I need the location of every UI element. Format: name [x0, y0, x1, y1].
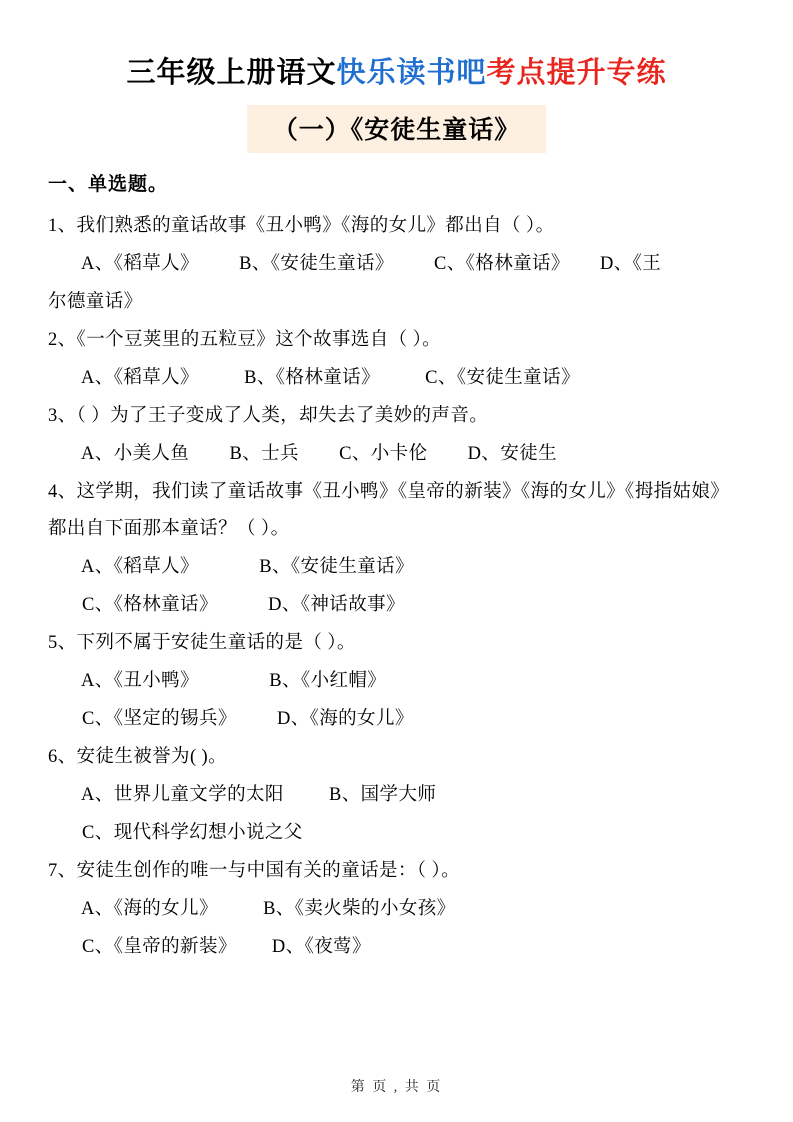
question-option-line: A、《稻草人》 B、《安徒生童话》	[72, 556, 414, 577]
question-option-line: A、《稻草人》 B、《格林童话》 C、《安徒生童话》	[72, 368, 580, 389]
title-segment-grade: 三年级上册语文	[126, 57, 337, 89]
question-stem: 7、安徒生创作的唯一与中国有关的童话是：（ ）。	[48, 861, 460, 882]
question-stem: 3、（ ）为了王子变成了人类，却失去了美妙的声音。	[48, 406, 489, 427]
subtitle-container	[48, 105, 745, 153]
question-stem: 5、下列不属于安徒生童话的是（ ）。	[48, 632, 356, 653]
question-stem: 1、我们熟悉的童话故事《丑小鸭》《海的女儿》都出自（ ）。	[48, 216, 555, 236]
page-title	[48, 50, 745, 91]
question-stem: 4、这学期，我们读了童话故事《丑小鸭》《皇帝的新装》《海的女儿》《拇指姑娘》都出自下面那本童话？（ ）。	[48, 482, 730, 539]
question-option-line: 尔德童话》	[48, 292, 143, 313]
question-option-line: A、《丑小鸭》 B、《小红帽》	[72, 670, 387, 691]
section-heading: 一、单选题。	[48, 174, 169, 195]
question-option-line: A、《海的女儿》 B、《卖火柴的小女孩》	[72, 899, 456, 920]
page-footer: 第 页 , 共 页	[350, 1080, 443, 1095]
title-segment-topic: 快乐读书吧	[336, 57, 487, 89]
question-item	[48, 853, 745, 965]
question-option-line: C、《坚定的锡兵》 D、《海的女儿》	[72, 708, 414, 729]
subtitle: （一）《安徒生童话》	[247, 105, 547, 153]
question-item	[48, 739, 745, 851]
question-option-line: A、小美人鱼 B、士兵 C、小卡伦 D、安徒生	[72, 444, 558, 465]
question-stem: 6、安徒生被誉为( )。	[48, 746, 227, 767]
question-option-line: A、世界儿童文学的太阳 B、国学大师	[72, 784, 437, 805]
question-item	[48, 322, 745, 396]
question-item	[48, 398, 745, 472]
question-item	[48, 208, 745, 320]
question-item	[48, 474, 745, 622]
question-item	[48, 625, 745, 737]
question-list	[48, 208, 745, 965]
question-option-line: A、《稻草人》 B、《安徒生童话》 C、《格林童话》 D、《王	[72, 254, 662, 275]
question-option-line: C、《皇帝的新装》 D、《夜莺》	[72, 937, 371, 958]
question-stem: 2、《一个豆荚里的五粒豆》这个故事选自（ ）。	[48, 330, 442, 351]
title-segment-practice: 考点提升专练	[486, 57, 667, 89]
question-option-line: C、《格林童话》 D、《神话故事》	[72, 594, 405, 615]
question-option-line: C、现代科学幻想小说之父	[72, 823, 303, 843]
